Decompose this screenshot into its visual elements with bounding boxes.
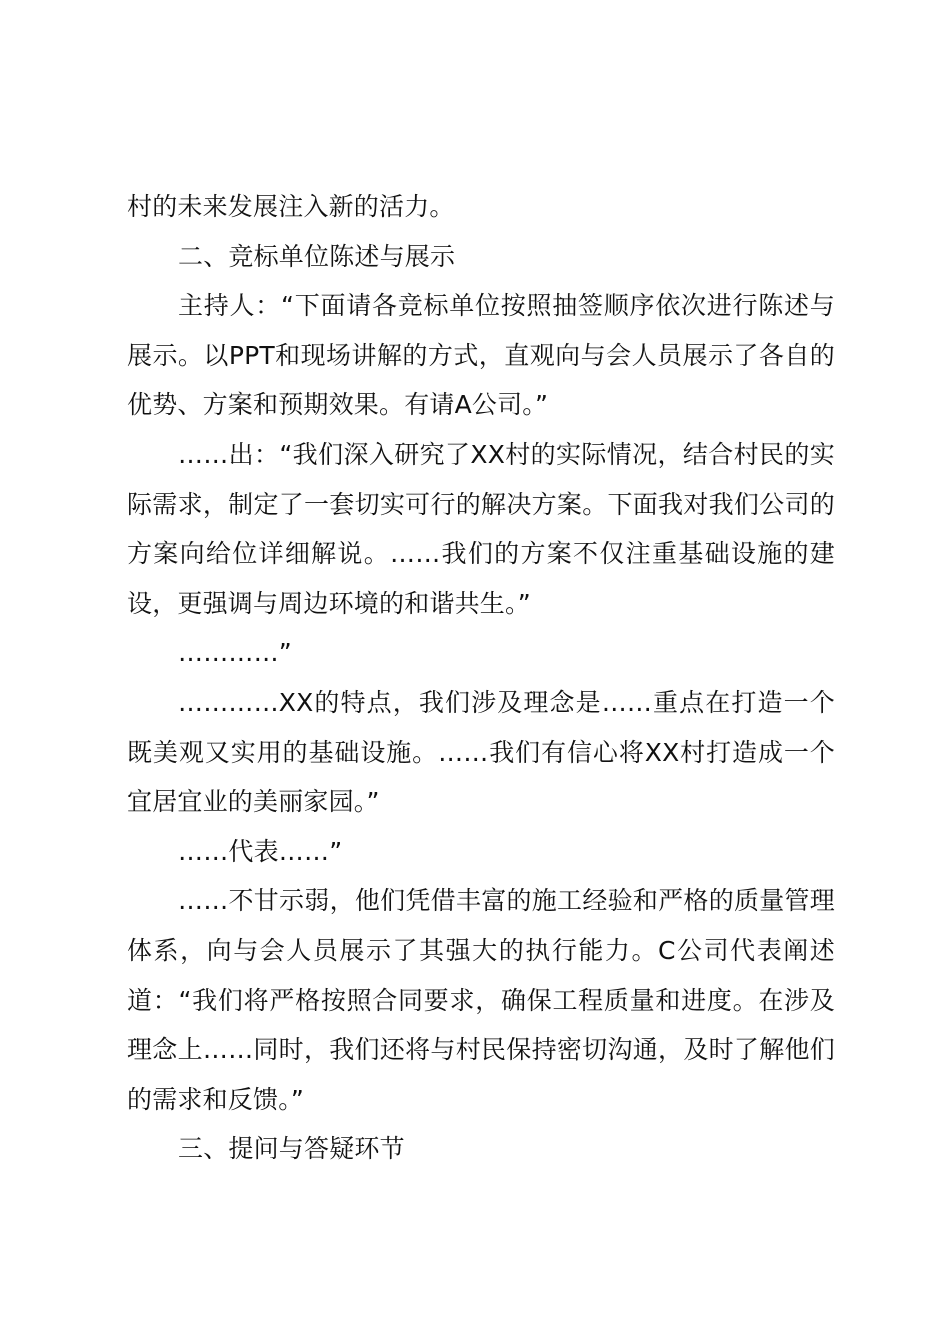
paragraph-representative: ……代表……”: [178, 836, 343, 866]
document-body: [127, 182, 835, 1174]
section-heading-2: 二、竞标单位陈述与展示: [178, 241, 456, 271]
paragraph-continuation: 村的未来发展注入新的活力。: [127, 192, 455, 221]
paragraph-company-b-speech: …………XX的特点，我们涉及理念是……重点在打造一个既美观又实用的基础设施。……我们有信心将XX村打造成一个宜居宜业的美丽家园。”: [127, 687, 835, 817]
section-heading-3: 三、提问与答疑环节: [178, 1134, 405, 1164]
paragraph-company-a-speech: ……出：“我们深入研究了XX村的实际情况，结合村民的实际需求，制定了一套切实可行的解决方案。下面我对我们公司的方案向给位详细解说。……我们的方案不仅注重基础设施的建设，更强调与周边环境的和谐共生。”: [127, 439, 835, 618]
paragraph-company-c-speech: ……不甘示弱，他们凭借丰富的施工经验和严格的质量管理体系，向与会人员展示了其强大的执行能力。C公司代表阐述道：“我们将严格按照合同要求，确保工程质量和进度。在涉及理念上……同时，我们还将与村民保持密切沟通，及时了解他们的需求和反馈。”: [127, 886, 835, 1114]
paragraph-ellipsis: …………”: [178, 638, 292, 668]
paragraph-host-speech: 主持人：“下面请各竞标单位按照抽签顺序依次进行陈述与展示。以PPT和现场讲解的方式，直观向与会人员展示了各自的优势、方案和预期效果。有请A公司。”: [127, 291, 835, 420]
